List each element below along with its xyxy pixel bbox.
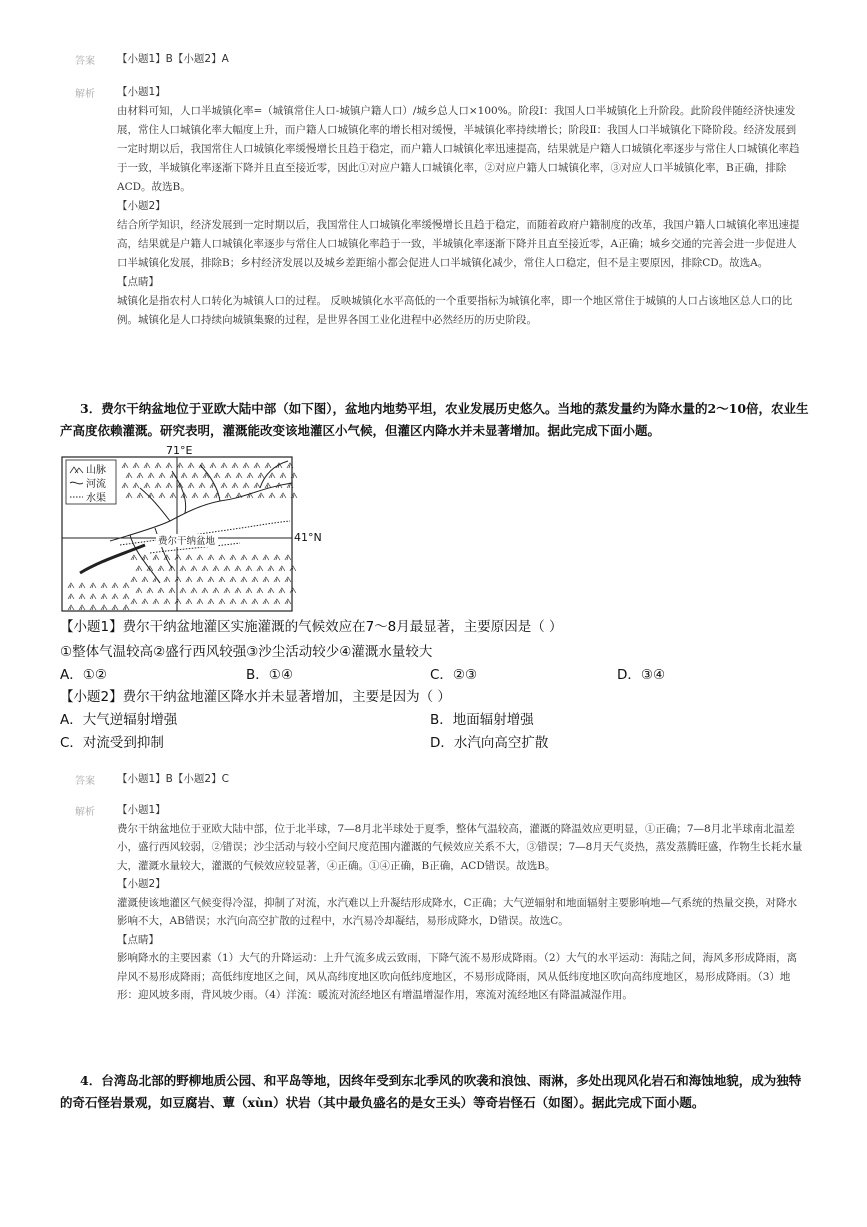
- analysis-paragraph: 由材料可知，人口半城镇化率=（城镇常住人口-城镇户籍人口）/城乡总人口×100%。阶段Ⅰ：我国人口半城镇化上升阶段。此阶段伴随经济快速发展，常住人口城镇化率大幅度上升，而户籍人口城镇化率的增长相对缓慢，半城镇化率持续增长；阶段Ⅱ：我国人口半城镇化下降阶段。经济发展到一定时期以后，我国常住人口城镇化率缓慢增长且趋于稳定，而户籍人口城镇化率迅速提高，结果就是户籍人口城镇化率逐步与常住人口城镇化率趋于一致，半城镇化率逐渐下降并且直至接近零，因此①对应户籍人口城镇化率，②对应户籍人口城镇化率，③对应人口半城镇化率，B正确，排除ACD。故选B。: [117, 105, 800, 193]
- answer-tag: 答案: [75, 56, 95, 67]
- analysis-tag: 解析: [75, 89, 95, 100]
- question-4-stem: 4．台湾岛北部的野柳地质公园、和平岛等地，因终年受到东北季风的吹袭和浪蚀、雨淋，多处出现风化岩石和海蚀地貌，成为独特的奇石怪岩景观，如豆腐岩、蕈（xùn）状岩（其中最负盛名的是女王头）等奇岩怪石（如图）。据此完成下面小题。: [60, 1073, 802, 1110]
- sub-question-2-stem: 【小题2】费尔干纳盆地灌区降水并未显著增加，主要是因为（ ）: [60, 689, 451, 705]
- sub-question-heading: 【小题1】: [117, 804, 166, 816]
- sub-question-heading: 【小题2】: [117, 200, 166, 212]
- tip-paragraph: 城镇化是指农村人口转化为城镇人口的过程。 反映城镇化水平高低的一个重要指标为城镇化率，即一个地区常住于城镇的人口占该地区总人口的比例。城镇化是人口持续向城镇集聚的过程，是世界各国工业化进程中必然经历的历史阶段。: [117, 295, 793, 326]
- answer-block-2: [75, 770, 805, 1005]
- tip-heading: 【点睛】: [117, 276, 159, 288]
- fergana-basin-map: [60, 443, 350, 613]
- latitude-label: 41°N: [294, 531, 322, 544]
- answer-text: 【小题1】B【小题2】C: [117, 773, 229, 785]
- analysis-paragraph: 灌溉使该地灌区气候变得冷湿，抑制了对流，水汽难以上升凝结形成降水，C正确；大气逆辐射和地面辐射主要影响地—气系统的热量交换，对降水影响不大，AB错误；水汽向高空扩散的过程中，水汽易冷却凝结，易形成降水，D错误。故选C。: [117, 896, 798, 927]
- analysis-tag: 解析: [75, 807, 95, 818]
- sub-question-heading: 【小题2】: [117, 878, 166, 890]
- tip-heading: 【点睛】: [117, 933, 159, 946]
- option-d[interactable]: D．水汽向高空扩散: [430, 735, 549, 751]
- analysis-paragraph: 费尔干纳盆地位于亚欧大陆中部，位于北半球，7—8月北半球处于夏季，整体气温较高，灌溉的降温效应更明显，①正确；7—8月北半球南北温差小，盛行西风较弱，②错误；沙尘活动与较小空间尺度范围内灌溉的气候效应关系不大，③错误；7—8月天气炎热，蒸发蒸腾旺盛，作物生长耗水量大，灌溉水量较大，灌溉的气候效应较显著，④正确。①④正确，B正确，ACD错误。故选B。: [117, 822, 803, 872]
- option-a[interactable]: A．①②: [60, 667, 107, 683]
- option-d[interactable]: D．③④: [617, 667, 666, 683]
- option-b[interactable]: B．地面辐射增强: [430, 712, 534, 728]
- longitude-label: 71°E: [166, 444, 193, 457]
- option-a[interactable]: A．大气逆辐射增强: [60, 712, 178, 728]
- answer-tag: 答案: [75, 776, 95, 787]
- answer-block-1: [75, 50, 805, 330]
- option-b[interactable]: B．①④: [246, 667, 293, 683]
- analysis-paragraph: 结合所学知识，经济发展到一定时期以后，我国常住人口城镇化率缓慢增长且趋于稳定，而随着政府户籍制度的改革，我国户籍人口城镇化率迅速提高，结果就是户籍人口城镇化率逐步与常住人口城镇化率趋于一致，半城镇化率逐渐下降并且直至接近零，A正确；城乡交通的完善会进一步促进人口半城镇化发展，排除B；乡村经济发展以及城乡差距缩小都会促进人口半城镇化减少，常住人口稳定，但不是主要原因，排除CD。故选A。: [117, 219, 800, 269]
- option-c[interactable]: C．对流受到抑制: [60, 735, 164, 751]
- analysis-content: [117, 801, 805, 1005]
- sub-question-1-stem: 【小题1】费尔干纳盆地灌区实施灌溉的气候效应在7～8月最显著，主要原因是（ ）: [60, 619, 563, 635]
- option-c[interactable]: C．②③: [430, 667, 478, 683]
- legend-canal-label: 水渠: [86, 493, 106, 504]
- analysis-content: [117, 83, 805, 330]
- tip-paragraph: 影响降水的主要因素（1）大气的升降运动：上升气流多成云致雨，下降气流不易形成降雨。（2）大气的水平运动：海陆之间，海风多形成降雨，离岸风不易形成降雨；高低纬度地区之间，风从高纬度地区吹向低纬度地区，不易形成降雨，风从低纬度地区吹向高纬度地区，易形成降雨。（3）地形：迎风坡多雨，背风坡少雨。（4）洋流：暖流对流经地区有增温增湿作用，寒流对流经地区有降温减湿作用。: [117, 952, 798, 1001]
- sub-question-heading: 【小题1】: [117, 86, 166, 98]
- sub-question-1-statements: ①整体气温较高②盛行西风较强③沙尘活动较少④灌溉水量较大: [60, 644, 433, 660]
- basin-label: 费尔干纳盆地: [158, 536, 216, 547]
- legend-river-label: 河流: [86, 479, 106, 490]
- answer-text: 【小题1】B【小题2】A: [117, 53, 229, 65]
- legend-mountain-label: 山脉: [86, 465, 106, 476]
- question-3-stem: 3．费尔干纳盆地位于亚欧大陆中部（如下图），盆地内地势平坦，农业发展历史悠久。当地的蒸发量约为降水量的2～10倍，农业生产高度依赖灌溉。研究表明，灌溉能改变该地灌区小气候，但灌区内降水并未显著增加。据此完成下面小题。: [60, 401, 809, 438]
